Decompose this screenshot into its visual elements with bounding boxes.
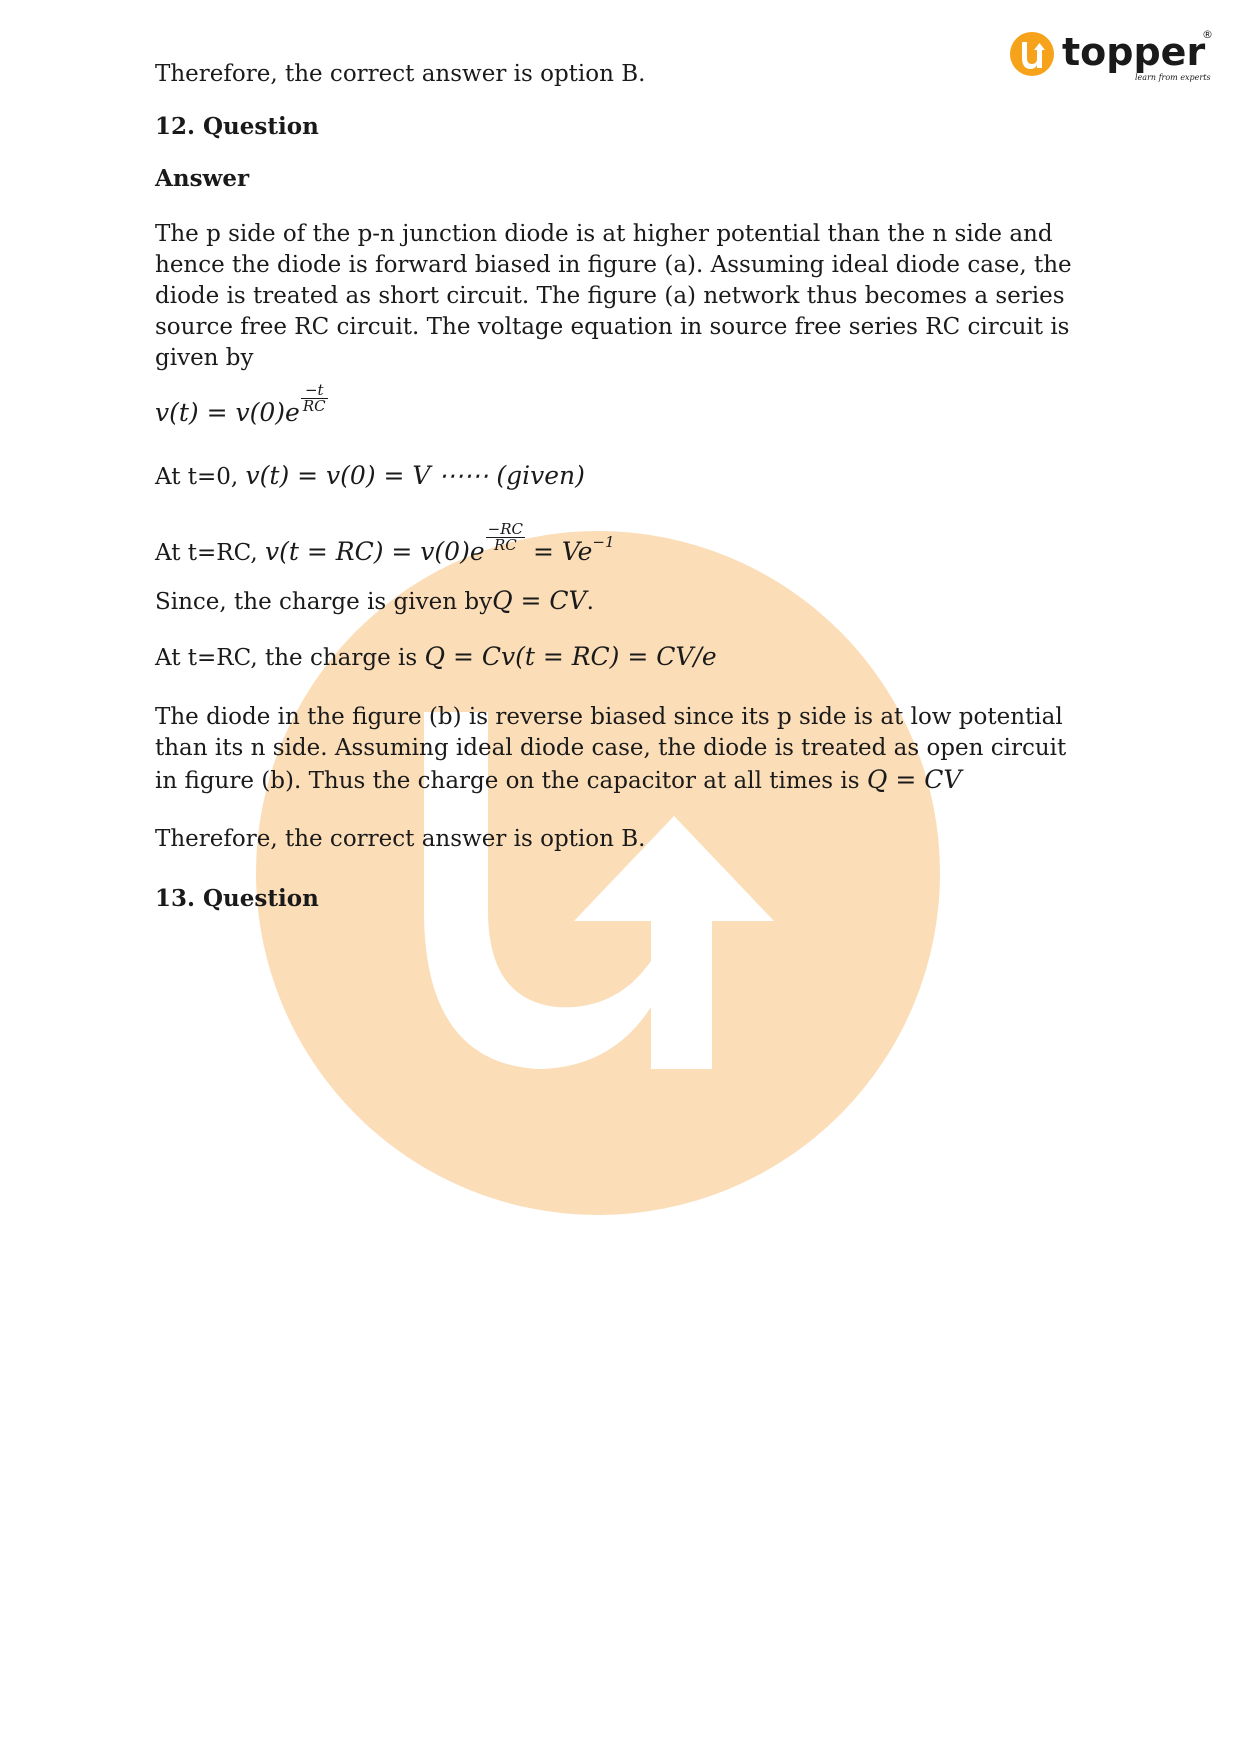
explanation-paragraph-2-math: Q = CV: [866, 765, 962, 794]
charge-definition-line: Since, the charge is given byQ = CV.: [155, 586, 594, 615]
voltage-equation: [155, 383, 328, 430]
answer-heading: Answer: [155, 165, 250, 192]
time-constant-exponent-b: −1: [592, 533, 615, 551]
time-constant-math-a: v(t = RC) = v(0)e: [265, 537, 485, 566]
charge-definition-math: Q = CV: [492, 586, 587, 615]
charge-at-rc-math: Q = Cv(t = RC) = CV/e: [424, 642, 717, 671]
u-topper-logo-watermark: [256, 531, 940, 1215]
equation-exponent: $\frac{-t}{RC}$: [302, 381, 326, 415]
registered-mark: ®: [1202, 28, 1213, 41]
time-constant-math-b: = Ve: [525, 537, 593, 566]
conclusion-line-2: Therefore, the correct answer is option B.: [155, 826, 646, 852]
logo-tagline: learn from experts: [1135, 73, 1211, 82]
explanation-paragraph-2-text: The diode in the figure (b) is reverse biased since its p side is at low potential than its n side. Assuming ideal diode case, the diode is treated as open circuit in figure (b). Thus the charge on the capacitor at all times is: [155, 704, 1067, 794]
explanation-paragraph-2: [155, 702, 1095, 797]
question-13-heading: 13. Question: [155, 885, 319, 912]
time-constant-label: At t=RC,: [155, 540, 265, 566]
time-constant-exponent: $\frac{-RC}{RC}$: [487, 520, 523, 554]
explanation-paragraph-1: The p side of the p-n junction diode is at higher potential than the n side and hence the diode is forward biased in figure (a). Assuming ideal diode case, the diode is treated as short circuit. The figure (a) network thus becomes a series source free RC circuit. The voltage equation in source free series RC circuit is given by: [155, 221, 1072, 371]
initial-condition-label: At t=0,: [155, 464, 246, 490]
initial-condition-math: v(t) = v(0) = V ⋯⋯ (given): [245, 461, 585, 490]
initial-condition-line: [155, 460, 585, 493]
equation-lhs: v(t) = v(0)e: [155, 398, 300, 427]
logo-brand-text: topper: [1062, 30, 1206, 74]
charge-at-rc-label: At t=RC, the charge is: [155, 645, 425, 671]
charge-definition-label: Since, the charge is given by: [155, 589, 493, 615]
time-constant-line: [155, 522, 615, 569]
conclusion-line: Therefore, the correct answer is option B.: [155, 61, 646, 87]
charge-at-rc-line: [155, 641, 717, 674]
utopper-logo[interactable]: [1010, 28, 1213, 90]
question-12-heading: 12. Question: [155, 113, 319, 140]
